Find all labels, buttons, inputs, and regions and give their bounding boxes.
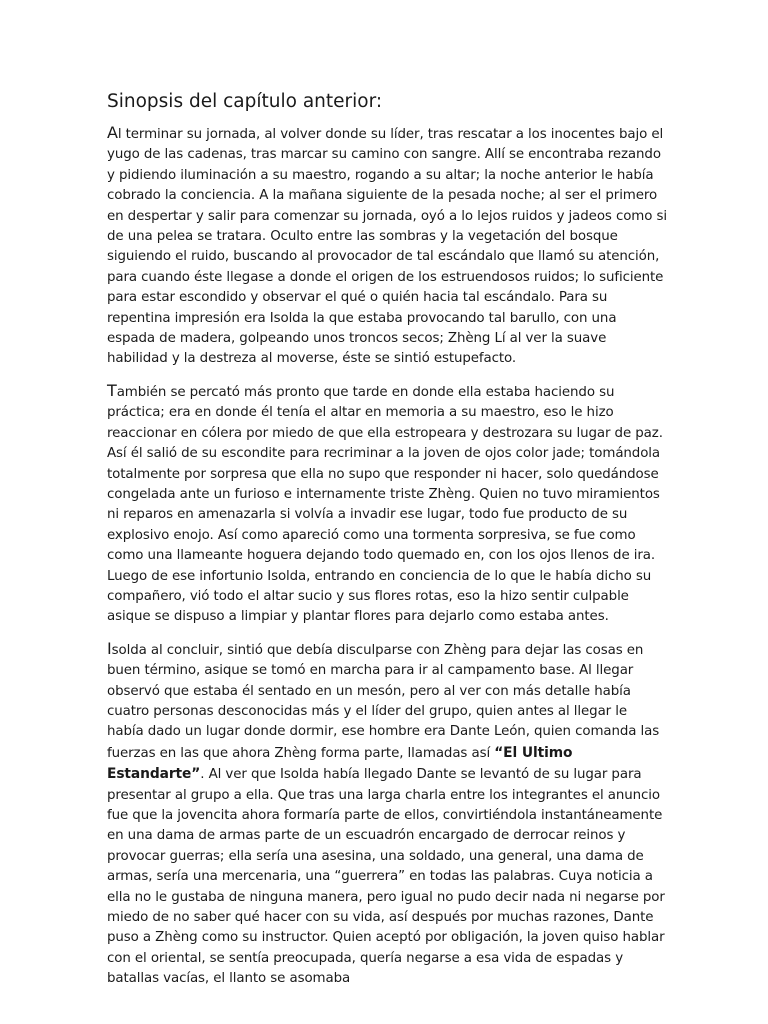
- paragraph-3-text-after: . Al ver que Isolda había llegado Dante se levantó de su lugar para presentar al grupo a ella. Que tras una larga charla entre los integrantes el anuncio fue que la jovencita ahora formaría parte de ellos, convirtiéndola instantáneamente en una dama de armas parte de un escuadrón encargado de derrocar reinos y provocar guerras; ella sería una asesina, una soldado, una general, una dama de armas, sería una mercenaria, una “guerrera” en todas las palabras. Cuya noticia a ella no le gustaba de ninguna manera, pero igual no pudo decir nada ni negarse por miedo de no saber qué hacer con su vida, así después por muchas razones, Dante puso a Zhèng como su instructor. Quien aceptó por obligación, la joven quiso hablar con el oriental, se sentía preocupada, quería negarse a esa vida de espadas y batallas vacías, el llanto se asomaba: [107, 767, 665, 987]
- paragraph-1: [107, 123, 667, 370]
- paragraph-3: [107, 639, 667, 990]
- paragraph-1-text: l terminar su jornada, al volver donde su líder, tras rescatar a los inocentes bajo el yugo de las cadenas, tras marcar su camino con sangre. Allí se encontraba rezando y pidiendo iluminación a su maestro, rogando a su altar; la noche anterior le había cobrado la conciencia. A la mañana siguiente de la pesada noche; al ser el primero en despertar y salir para comenzar su jornada, oyó a lo lejos ruidos y jadeos como si de una pelea se tratara. Oculto entre las sombras y la vegetación del bosque siguiendo el ruido, buscando al provocador de tal escándalo que llamó su atención, para cuando éste llegase a donde el origen de los estruendosos ruidos; lo suficiente para estar escondido y observar el qué o quién hacia tal escándalo. Para su repentina impresión era Isolda la que estaba provocando tal barullo, con una espada de madera, golpeando unos troncos secos; Zhèng Lí al ver la suave habilidad y la destreza al moverse, éste se sintió estupefacto.: [107, 127, 667, 367]
- synopsis-heading: Sinopsis del capítulo anterior:: [107, 91, 383, 112]
- squad-name-bold: “El Ultimo Estandarte”: [107, 744, 573, 783]
- paragraph-2: [107, 381, 667, 628]
- paragraph-3-initial: I: [107, 638, 112, 658]
- paragraph-1-initial: A: [107, 123, 118, 142]
- paragraph-2-initial: T: [107, 380, 117, 400]
- paragraph-3-text-before: solda al concluir, sintió que debía disculparse con Zhèng para dejar las cosas en buen término, asique se tomó en marcha para ir al campamento base. Al llegar observó que estaba él sentado en un mesón, pero al ver con más detalle había cuatro personas desconocidas más y el líder del grupo, quien antes al llegar le había dado un lugar donde dormir, ese hombre era Dante León, quien comanda las fuerzas en las que ahora Zhèng forma parte, llamadas así: [107, 642, 660, 761]
- document-page: [107, 90, 667, 1001]
- paragraph-2-text: ambién se percató más pronto que tarde en donde ella estaba haciendo su práctica; era en donde él tenía el altar en memoria a su maestro, eso le hizo reaccionar en cólera por miedo de que ella estropeara y destrozara su lugar de paz. Así él salió de su escondite para recriminar a la joven de ojos color jade; tomándola totalmente por sorpresa que ella no supo que responder ni hacer, solo quedándose congelada ante un furioso e internamente triste Zhèng. Quien no tuvo miramientos ni reparos en amenazarla si volvía a invadir ese lugar, todo fue producto de su explosivo enojo. Así como apareció como una tormenta sorpresiva, se fue como como una llameante hoguera dejando todo quemado en, con los ojos llenos de ira. Luego de ese infortunio Isolda, entrando en conciencia de lo que le había dicho su compañero, vió todo el altar sucio y sus flores rotas, eso la hizo sentir culpable asique se dispuso a limpiar y plantar flores para dejarlo como estaba antes.: [107, 384, 663, 625]
